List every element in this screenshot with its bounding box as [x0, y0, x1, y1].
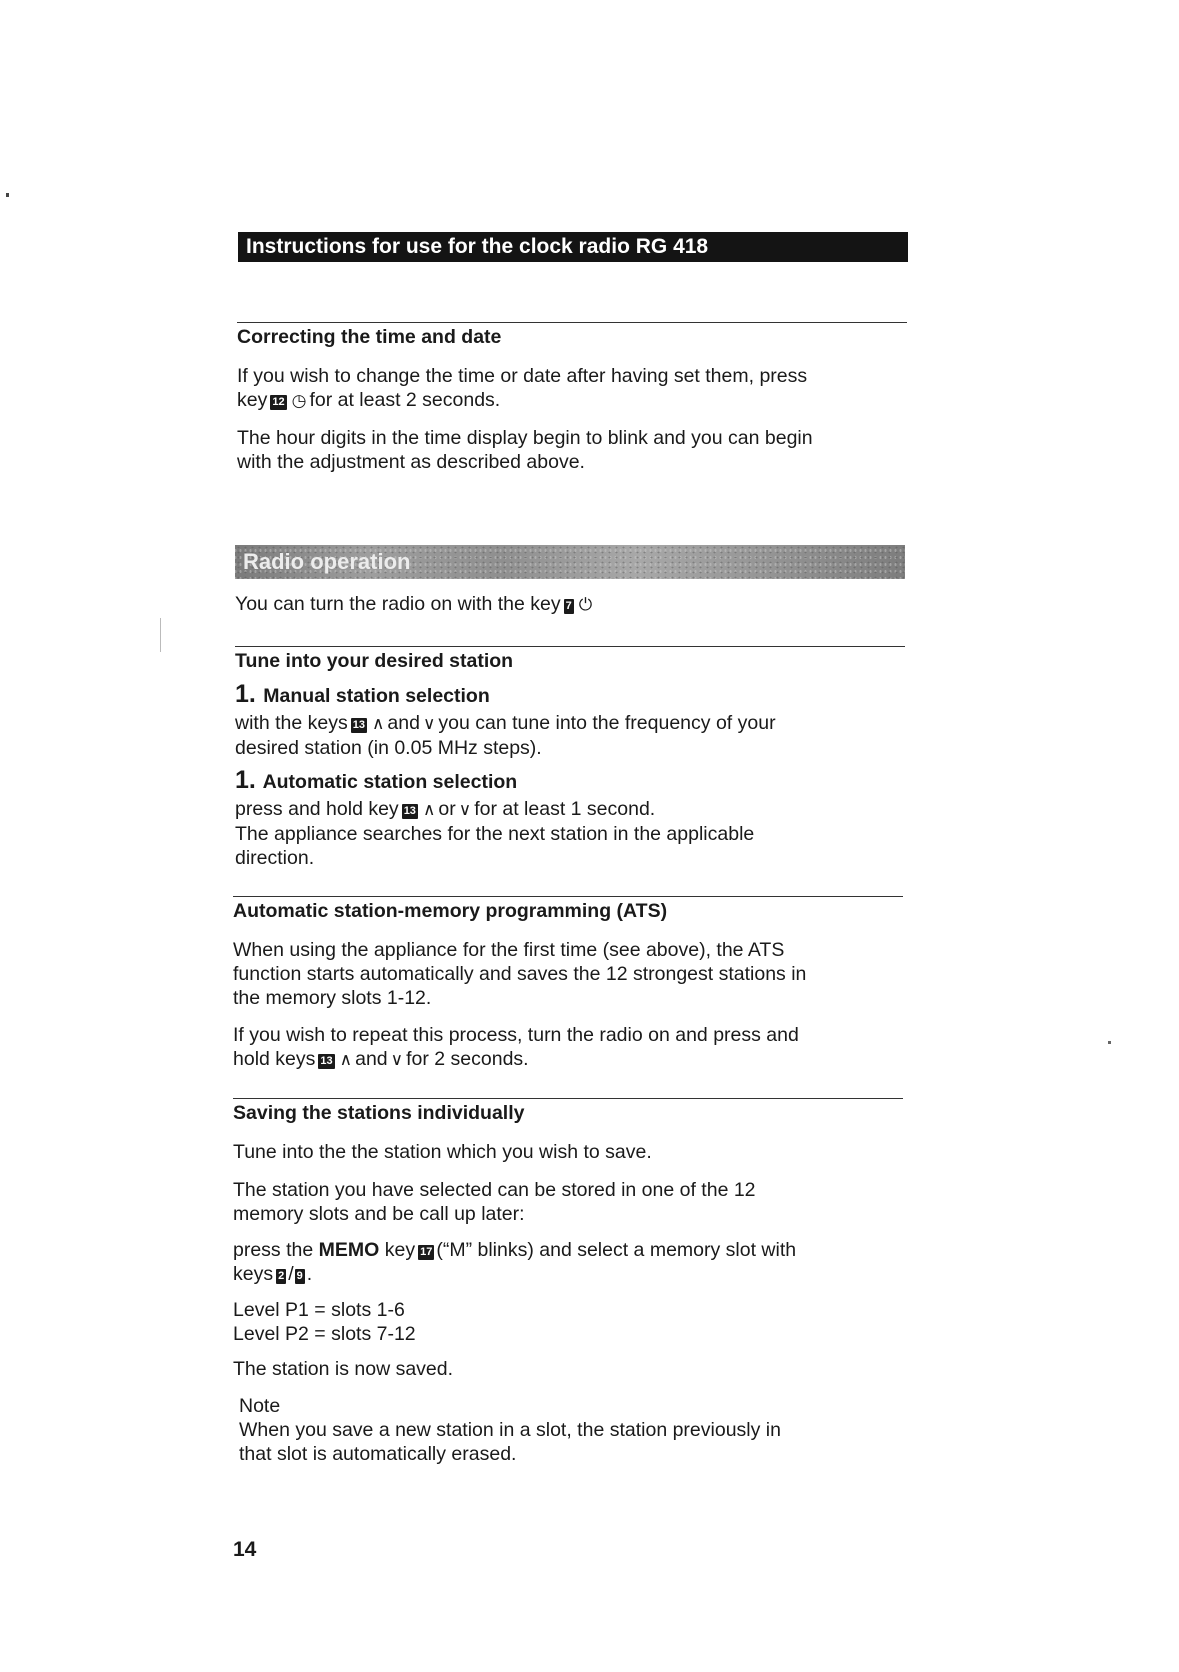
text: /	[288, 1263, 294, 1285]
text: .	[306, 1263, 313, 1285]
section-divider	[237, 322, 907, 323]
text-line: The station you have selected can be stored in one of the 12	[233, 1179, 756, 1201]
text: for at least 2 seconds.	[309, 389, 501, 411]
text: with the keys	[235, 712, 348, 734]
memo-label: MEMO	[318, 1239, 380, 1261]
header-banner: Instructions for use for the clock radio RG 418	[238, 232, 908, 262]
power-icon: ⏻	[578, 595, 593, 614]
text-line: When you save a new station in a slot, the station previously in	[239, 1419, 781, 1441]
banner-label: Radio operation	[243, 549, 411, 574]
text-line: The appliance searches for the next station in the applicable	[235, 823, 755, 845]
key-badge: 12	[272, 396, 285, 408]
key-badge: 17	[420, 1246, 433, 1258]
text: press and hold key	[235, 798, 399, 820]
radio-operation-banner	[235, 545, 905, 579]
text-line	[233, 1238, 796, 1262]
text: you can tune into the frequency of your	[438, 712, 776, 734]
key-badge: 13	[352, 719, 365, 731]
key-badge: 7	[565, 600, 572, 612]
scan-mark	[160, 618, 161, 652]
paragraph	[237, 426, 813, 474]
radio-intro	[235, 592, 595, 617]
text: or	[438, 798, 456, 820]
scan-speck	[1108, 1041, 1111, 1044]
text-line: memory slots and be call up later:	[233, 1203, 525, 1225]
text-line: function starts automatically and saves the 12 strongest stations in	[233, 963, 807, 985]
key-badge: 2	[278, 1270, 285, 1282]
clock-icon: ◷	[291, 391, 307, 410]
paragraph	[233, 1178, 756, 1226]
text-line: desired station (in 0.05 MHz steps).	[235, 737, 542, 759]
text-line: When using the appliance for the first time (see above), the ATS	[233, 939, 785, 961]
text: keys	[233, 1263, 274, 1285]
text-line: If you wish to change the time or date after having set them, press	[237, 365, 808, 387]
text-line	[237, 388, 807, 413]
text: and	[387, 712, 420, 734]
paragraph	[233, 938, 806, 1010]
section-divider	[233, 896, 903, 897]
section-title-saving: Saving the stations individually	[233, 1102, 525, 1124]
text: for at least 1 second.	[474, 798, 656, 820]
text: key	[384, 1239, 416, 1261]
paragraph	[235, 797, 754, 870]
subheading-label: Manual station selection	[263, 685, 490, 707]
page-number: 14	[233, 1538, 257, 1561]
key-badge: 13	[403, 805, 416, 817]
step-number: 1.	[235, 766, 256, 794]
text-line: that slot is automatically erased.	[239, 1443, 517, 1465]
up-arrow-icon: ∧	[422, 800, 436, 819]
subheading-label: Automatic station selection	[262, 771, 518, 793]
paragraph	[237, 364, 807, 413]
down-arrow-icon: ∨	[422, 714, 436, 733]
levels	[233, 1298, 416, 1346]
note	[239, 1394, 781, 1466]
section-divider	[233, 1098, 903, 1099]
paragraph	[233, 1023, 799, 1072]
text-line: direction.	[235, 847, 315, 869]
paragraph: The station is now saved.	[233, 1358, 454, 1380]
text: press the	[233, 1239, 314, 1261]
note-title: Note	[239, 1395, 281, 1417]
text-line: with the adjustment as described above.	[237, 451, 585, 473]
subheading-automatic	[235, 766, 517, 795]
text-line: the memory slots 1-12.	[233, 987, 432, 1009]
paragraph	[233, 1238, 796, 1286]
text-line	[235, 711, 776, 736]
text: You can turn the radio on with the key	[235, 593, 561, 615]
text: and	[355, 1048, 388, 1070]
text-line: If you wish to repeat this process, turn the radio on and press and	[233, 1024, 799, 1046]
text-line	[233, 1262, 796, 1286]
text: key	[237, 389, 268, 411]
paragraph	[235, 711, 776, 760]
subheading-manual	[235, 680, 490, 709]
section-title-correcting-time: Correcting the time and date	[237, 326, 502, 348]
paragraph: Tune into the the station which you wish to save.	[233, 1141, 652, 1163]
text-line: The hour digits in the time display begin to blink and you can begin	[237, 427, 813, 449]
step-number: 1.	[235, 680, 256, 708]
key-badge: 13	[320, 1055, 333, 1067]
scan-speck	[6, 193, 9, 197]
text-line: Level P2 = slots 7-12	[233, 1323, 416, 1345]
text-line	[233, 1047, 799, 1072]
text: hold keys	[233, 1048, 316, 1070]
section-divider	[235, 646, 905, 647]
section-title-ats: Automatic station-memory programming (ATS)	[233, 900, 668, 922]
down-arrow-icon: ∨	[390, 1050, 404, 1069]
up-arrow-icon: ∧	[371, 714, 385, 733]
up-arrow-icon: ∧	[339, 1050, 353, 1069]
text: for 2 seconds.	[406, 1048, 529, 1070]
text: (“M” blinks) and select a memory slot with	[436, 1239, 797, 1261]
text-line	[235, 797, 754, 822]
down-arrow-icon: ∨	[458, 800, 472, 819]
section-title-tune: Tune into your desired station	[235, 650, 514, 672]
text-line: Level P1 = slots 1-6	[233, 1299, 405, 1321]
key-badge: 9	[296, 1270, 303, 1282]
